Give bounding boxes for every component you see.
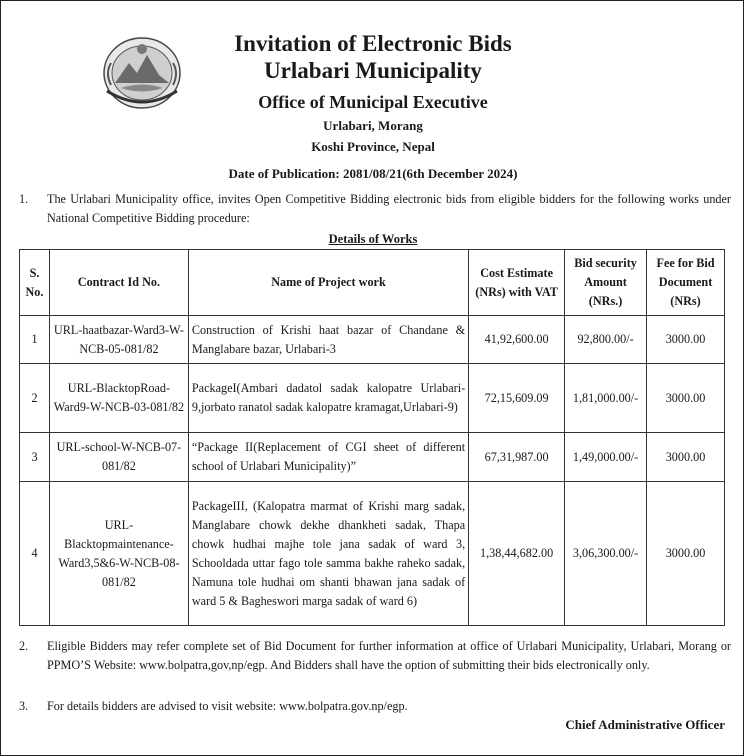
note-paragraph-3 <box>19 697 731 716</box>
cell-security: 92,800.00/- <box>565 316 647 364</box>
intro-number: 1. <box>19 192 29 206</box>
table-row <box>20 364 725 433</box>
cell-contract-id: URL-school-W-NCB-07-081/82 <box>49 433 188 482</box>
cell-security: 1,49,000.00/- <box>565 433 647 482</box>
cell-fee: 3000.00 <box>647 364 725 433</box>
office-location: Urlabari, Morang <box>323 118 423 133</box>
table-row <box>20 433 725 482</box>
cell-fee: 3000.00 <box>647 316 725 364</box>
cell-sn: 1 <box>20 316 50 364</box>
cell-project-name: PackageI(Ambari dadatol sadak kalopatre Urlabari-9,jorbato ranatol sadak kalopatre kramagat,Urlabari-9) <box>188 364 468 433</box>
cell-fee: 3000.00 <box>647 433 725 482</box>
cell-contract-id: URL-BlacktopRoad-Ward9-W-NCB-03-081/82 <box>49 364 188 433</box>
cell-contract-id: URL-haatbazar-Ward3-W-NCB-05-081/82 <box>49 316 188 364</box>
cell-cost: 67,31,987.00 <box>469 433 565 482</box>
cell-security: 1,81,000.00/- <box>565 364 647 433</box>
cell-project-name: “Package II(Replacement of CGI sheet of different school of Urlabari Municipality)” <box>188 433 468 482</box>
office-name: Office of Municipal Executive <box>258 92 488 112</box>
note-2-text: Eligible Bidders may refer complete set of Bid Document for further information at office of Urlabari Municipality, Urlabari, Morang or PPMO’S Website: www.bolpatra,gov,np/egp. And Bidders shall have the option of submitting their bids electronically only. <box>47 639 731 672</box>
column-header-cost-estimate: Cost Estimate (NRs) with VAT <box>469 250 565 316</box>
works-table <box>19 249 725 626</box>
cell-contract-id: URL-Blacktopmaintenance-Ward3,5&6-W-NCB-08-081/82 <box>49 482 188 626</box>
column-header-project-name: Name of Project work <box>188 250 468 316</box>
cell-fee: 3000.00 <box>647 482 725 626</box>
cell-security: 3,06,300.00/- <box>565 482 647 626</box>
column-header-bid-fee: Fee for Bid Document (NRs) <box>647 250 725 316</box>
cell-cost: 72,15,609.09 <box>469 364 565 433</box>
note-2-number: 2. <box>19 639 29 653</box>
column-header-sn: S. No. <box>20 250 50 316</box>
cell-sn: 2 <box>20 364 50 433</box>
cell-cost: 1,38,44,682.00 <box>469 482 565 626</box>
note-3-text: For details bidders are advised to visit website: www.bolpatra.gov.np/egp. <box>47 699 408 713</box>
note-paragraph-2 <box>19 637 731 675</box>
cell-sn: 3 <box>20 433 50 482</box>
table-row <box>20 482 725 626</box>
cell-sn: 4 <box>20 482 50 626</box>
cell-cost: 41,92,600.00 <box>469 316 565 364</box>
cell-project-name: Construction of Krishi haat bazar of Chandane & Manglabare bazar, Urlabari-3 <box>188 316 468 364</box>
intro-text: The Urlabari Municipality office, invites Open Competitive Bidding electronic bids from eligible bidders for the following works under National Competitive Bidding procedure: <box>47 192 731 225</box>
table-header-row <box>20 250 725 316</box>
column-header-contract-id: Contract Id No. <box>49 250 188 316</box>
municipality-name: Urlabari Municipality <box>264 58 482 83</box>
office-province: Koshi Province, Nepal <box>311 139 435 154</box>
cell-project-name: PackageIII, (Kalopatra marmat of Krishi marg sadak, Manglabare chowk dekhe dhankheti sadak, Thapa chowk hudhai majhe tole jana sadak of ward 3, Schooldada uttar fago tole samma bakhe raheko sadak, Namuna tole hudhai om shanti bhawan jana sadak of ward 5 & Bagheswori marga sadak of ward 6) <box>188 482 468 626</box>
note-3-number: 3. <box>19 699 29 713</box>
works-title: Details of Works <box>328 232 418 246</box>
table-row <box>20 316 725 364</box>
publication-date: Date of Publication: 2081/08/21(6th December 2024) <box>228 166 518 181</box>
notice-title: Invitation of Electronic Bids <box>234 31 512 56</box>
intro-paragraph <box>19 190 731 228</box>
column-header-bid-security: Bid security Amount (NRs.) <box>565 250 647 316</box>
signature-title: Chief Administrative Officer <box>565 717 725 732</box>
